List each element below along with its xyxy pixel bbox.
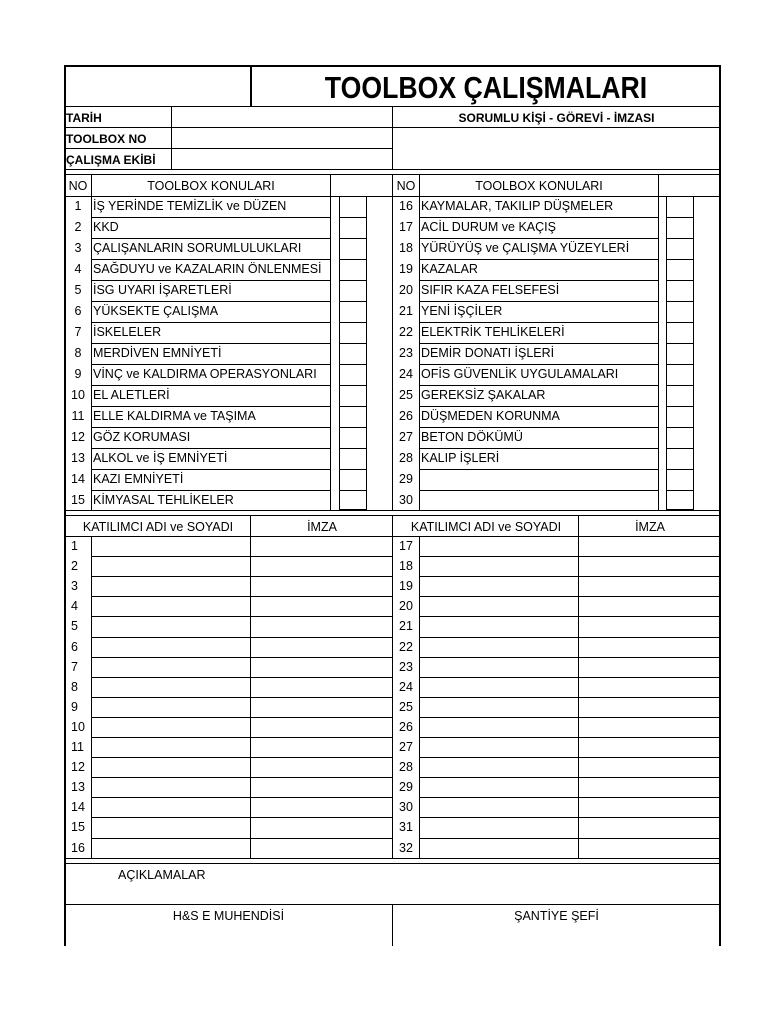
participant-name-field[interactable] — [420, 537, 577, 555]
participant-signature-field[interactable] — [579, 617, 718, 635]
topic-checkbox[interactable] — [339, 427, 367, 448]
topic-checkbox[interactable] — [339, 406, 367, 427]
topic-label: SIFIR KAZA FELSEFESİ — [421, 283, 560, 297]
topic-checkbox[interactable] — [666, 280, 694, 301]
topic-number: 22 — [399, 325, 413, 339]
participant-number: 18 — [399, 559, 413, 573]
grid-line-h — [91, 385, 330, 386]
topic-number: 15 — [71, 493, 85, 507]
topic-number: 14 — [71, 472, 85, 486]
topics-header-right: TOOLBOX KONULARI — [475, 179, 603, 193]
participant-signature-field[interactable] — [251, 839, 390, 857]
grid-line-h — [91, 677, 392, 678]
topic-number: 3 — [74, 241, 82, 255]
topic-label: YÜKSEKTE ÇALIŞMA — [93, 304, 219, 318]
topic-label: ÇALIŞANLARIN SORUMLULUKLARI — [93, 241, 302, 255]
participant-signature-field[interactable] — [251, 658, 390, 676]
grid-line-h — [419, 616, 719, 617]
topic-label: VİNÇ ve KALDIRMA OPERASYONLARI — [93, 367, 317, 381]
topic-checkbox[interactable] — [339, 301, 367, 322]
participant-signature-field[interactable] — [251, 738, 390, 756]
grid-line-h — [91, 657, 392, 658]
participant-name-field[interactable] — [92, 557, 249, 575]
topic-checkbox[interactable] — [339, 259, 367, 280]
participant-signature-field[interactable] — [251, 577, 390, 595]
grid-line-v — [392, 516, 393, 859]
grid-line-h — [419, 697, 719, 698]
topic-label: GEREKSİZ ŞAKALAR — [421, 388, 546, 402]
grid-line-v — [719, 65, 721, 946]
topic-number: 29 — [399, 472, 413, 486]
topic-label: EL ALETLERİ — [93, 388, 170, 402]
participant-sign-header-left: İMZA — [307, 520, 337, 534]
participant-name-field[interactable] — [420, 658, 577, 676]
grid-line-h — [419, 448, 658, 449]
participant-name-field[interactable] — [92, 818, 249, 836]
topic-number: 1 — [74, 199, 82, 213]
topic-label: KAZI EMNİYETİ — [93, 472, 184, 486]
grid-line-h — [91, 596, 392, 597]
grid-line-h — [91, 364, 330, 365]
grid-line-h — [91, 797, 392, 798]
participant-name-field[interactable] — [92, 638, 249, 656]
topic-label: KALIP İŞLERİ — [421, 451, 500, 465]
participant-number: 23 — [399, 660, 413, 674]
topic-checkbox[interactable] — [666, 385, 694, 406]
participant-name-field[interactable] — [420, 798, 577, 816]
participant-signature-field[interactable] — [579, 718, 718, 736]
participant-number: 27 — [399, 740, 413, 754]
participant-number: 3 — [71, 579, 78, 593]
topic-number: 8 — [74, 346, 82, 360]
participant-number: 17 — [399, 539, 413, 553]
participant-signature-field[interactable] — [579, 597, 718, 615]
participant-name-field[interactable] — [92, 617, 249, 635]
grid-line-h — [64, 510, 720, 511]
grid-line-h — [419, 838, 719, 839]
participant-signature-field[interactable] — [579, 778, 718, 796]
topic-label: KAYMALAR, TAKILIP DÜŞMELER — [421, 199, 614, 213]
participant-number: 2 — [71, 559, 78, 573]
topic-number: 4 — [74, 262, 82, 276]
site-chief-label: ŞANTİYE ŞEFİ — [514, 909, 599, 923]
grid-line-h — [419, 757, 719, 758]
grid-line-h — [64, 148, 392, 149]
topics-no-header-right: NO — [396, 179, 416, 193]
participant-signature-field[interactable] — [579, 738, 718, 756]
topic-number: 27 — [399, 430, 413, 444]
grid-line-h — [91, 322, 330, 323]
grid-line-h — [91, 427, 330, 428]
participant-number: 28 — [399, 760, 413, 774]
grid-line-h — [419, 301, 658, 302]
participant-number: 31 — [399, 820, 413, 834]
participant-signature-field[interactable] — [251, 597, 390, 615]
hs-engineer-label: H&S E MUHENDİSİ — [172, 909, 285, 923]
grid-line-h — [91, 757, 392, 758]
participant-number: 25 — [399, 700, 413, 714]
grid-line-h — [91, 259, 330, 260]
topic-label: BETON DÖKÜMÜ — [421, 430, 523, 444]
tarih-label: TARİH — [66, 111, 102, 125]
participant-name-field[interactable] — [420, 617, 577, 635]
grid-line-h — [91, 448, 330, 449]
topic-number: 30 — [399, 493, 413, 507]
grid-line-h — [419, 238, 658, 239]
participant-name-field[interactable] — [92, 738, 249, 756]
topic-checkbox[interactable] — [666, 322, 694, 343]
participant-number: 14 — [71, 800, 85, 814]
grid-line-v — [91, 175, 92, 511]
participant-name-field[interactable] — [92, 537, 249, 555]
grid-line-h — [91, 717, 392, 718]
topic-label: KAZALAR — [421, 262, 478, 276]
participant-number: 30 — [399, 800, 413, 814]
participant-number: 1 — [71, 539, 78, 553]
topic-label: İSG UYARI İŞARETLERİ — [93, 283, 232, 297]
participant-name-field[interactable] — [420, 597, 577, 615]
grid-line-v — [171, 107, 172, 170]
participant-number: 13 — [71, 780, 85, 794]
topic-label: ELEKTRİK TEHLİKELERİ — [421, 325, 565, 339]
grid-line-h — [91, 576, 392, 577]
topic-checkbox[interactable] — [666, 364, 694, 385]
grid-line-h — [91, 616, 392, 617]
calisma-ekibi-label: ÇALIŞMA EKİBİ — [66, 153, 156, 167]
participant-number: 26 — [399, 720, 413, 734]
participant-name-field[interactable] — [92, 718, 249, 736]
topic-label: DEMİR DONATI İŞLERİ — [421, 346, 555, 360]
topic-label: KİMYASAL TEHLİKELER — [93, 493, 234, 507]
grid-line-h — [91, 637, 392, 638]
topic-label: MERDİVEN EMNİYETİ — [93, 346, 222, 360]
topic-number: 16 — [399, 199, 413, 213]
grid-line-h — [64, 169, 720, 170]
grid-line-v — [392, 175, 393, 511]
topic-number: 12 — [71, 430, 85, 444]
grid-line-h — [91, 777, 392, 778]
participant-number: 8 — [71, 680, 78, 694]
participant-signature-field[interactable] — [251, 778, 390, 796]
grid-line-h — [91, 817, 392, 818]
toolbox-no-field[interactable] — [172, 129, 392, 148]
grid-line-h — [91, 406, 330, 407]
topic-checkbox[interactable] — [339, 490, 367, 511]
participant-name-field[interactable] — [92, 698, 249, 716]
topic-number: 20 — [399, 283, 413, 297]
participant-name-field[interactable] — [420, 778, 577, 796]
participant-name-header-right: KATILIMCI ADI ve SOYADI — [410, 520, 562, 534]
grid-line-h — [91, 217, 330, 218]
topic-checkbox[interactable] — [339, 448, 367, 469]
grid-line-h — [419, 343, 658, 344]
topic-number: 9 — [74, 367, 82, 381]
participant-name-field[interactable] — [92, 597, 249, 615]
grid-line-h — [419, 657, 719, 658]
grid-line-h — [91, 469, 330, 470]
grid-line-h — [91, 280, 330, 281]
topic-checkbox[interactable] — [339, 196, 367, 217]
participant-signature-field[interactable] — [579, 818, 718, 836]
grid-line-h — [419, 364, 658, 365]
grid-line-h — [91, 490, 330, 491]
topic-checkbox[interactable] — [339, 343, 367, 364]
grid-line-h — [419, 777, 719, 778]
participant-signature-field[interactable] — [579, 678, 718, 696]
grid-line-h — [419, 406, 658, 407]
grid-line-h — [419, 427, 658, 428]
topic-checkbox[interactable] — [339, 469, 367, 490]
topic-label: GÖZ KORUMASI — [93, 430, 191, 444]
participant-signature-field[interactable] — [251, 718, 390, 736]
sorumlu-field[interactable] — [394, 129, 719, 169]
topic-number: 6 — [74, 304, 82, 318]
grid-line-v — [250, 516, 251, 859]
topic-label: ACİL DURUM ve KAÇIŞ — [421, 220, 556, 234]
participant-name-field[interactable] — [420, 718, 577, 736]
grid-line-h — [419, 677, 719, 678]
participant-signature-field[interactable] — [579, 638, 718, 656]
grid-line-h — [64, 858, 720, 859]
grid-line-h — [91, 301, 330, 302]
participant-name-field[interactable] — [420, 839, 577, 857]
grid-line-h — [419, 737, 719, 738]
topic-checkbox[interactable] — [666, 448, 694, 469]
topic-checkbox[interactable] — [666, 406, 694, 427]
topic-label: İSKELELER — [93, 325, 162, 339]
grid-line-v — [419, 175, 420, 511]
aciklamalar-label: AÇIKLAMALAR — [118, 868, 206, 882]
topic-checkbox[interactable] — [666, 343, 694, 364]
participant-name-field[interactable] — [92, 839, 249, 857]
participant-number: 7 — [71, 660, 78, 674]
topic-checkbox[interactable] — [666, 490, 694, 511]
grid-line-v — [392, 107, 393, 170]
participant-signature-field[interactable] — [579, 658, 718, 676]
grid-line-h — [419, 259, 658, 260]
topic-label: KKD — [93, 220, 119, 234]
grid-line-h — [419, 717, 719, 718]
grid-line-h — [91, 343, 330, 344]
participant-name-field[interactable] — [420, 638, 577, 656]
participant-signature-field[interactable] — [579, 839, 718, 857]
participant-number: 16 — [71, 841, 85, 855]
topic-label: ELLE KALDIRMA ve TAŞIMA — [93, 409, 256, 423]
topic-number: 2 — [74, 220, 82, 234]
participant-signature-field[interactable] — [251, 557, 390, 575]
topic-checkbox[interactable] — [666, 196, 694, 217]
participant-number: 12 — [71, 760, 85, 774]
grid-line-h — [419, 576, 719, 577]
grid-line-h — [419, 556, 719, 557]
grid-line-v — [330, 175, 331, 511]
topic-checkbox[interactable] — [339, 322, 367, 343]
topic-checkbox[interactable] — [666, 427, 694, 448]
participant-number: 5 — [71, 619, 78, 633]
topic-label: OFİS GÜVENLİK UYGULAMALARI — [421, 367, 619, 381]
topic-number: 11 — [71, 409, 85, 423]
participant-signature-field[interactable] — [579, 557, 718, 575]
toolbox-no-label: TOOLBOX NO — [66, 132, 147, 146]
grid-line-h — [64, 127, 720, 128]
topic-label: ALKOL ve İŞ EMNİYETİ — [93, 451, 228, 465]
topic-checkbox[interactable] — [339, 364, 367, 385]
topic-number: 19 — [399, 262, 413, 276]
participant-signature-field[interactable] — [579, 537, 718, 555]
grid-line-h — [419, 385, 658, 386]
participant-number: 6 — [71, 640, 78, 654]
topic-number: 7 — [74, 325, 82, 339]
grid-line-h — [419, 637, 719, 638]
participant-signature-field[interactable] — [251, 638, 390, 656]
participant-number: 10 — [71, 720, 85, 734]
topic-number: 5 — [74, 283, 82, 297]
topic-checkbox[interactable] — [666, 301, 694, 322]
topic-number: 21 — [399, 304, 413, 318]
topic-number: 23 — [399, 346, 413, 360]
participant-signature-field[interactable] — [251, 678, 390, 696]
grid-line-h — [419, 596, 719, 597]
participant-name-field[interactable] — [420, 557, 577, 575]
participant-signature-field[interactable] — [579, 758, 718, 776]
grid-line-h — [419, 322, 658, 323]
participant-signature-field[interactable] — [251, 758, 390, 776]
grid-line-h — [91, 238, 330, 239]
topic-checkbox[interactable] — [339, 238, 367, 259]
participant-number: 29 — [399, 780, 413, 794]
topic-label: YÜRÜYÜŞ ve ÇALIŞMA YÜZEYLERİ — [421, 241, 630, 255]
tarih-field[interactable] — [172, 108, 392, 127]
topic-checkbox[interactable] — [666, 217, 694, 238]
grid-line-v — [658, 175, 659, 511]
participant-name-field[interactable] — [420, 758, 577, 776]
participant-signature-field[interactable] — [579, 798, 718, 816]
calisma-ekibi-field[interactable] — [172, 150, 392, 169]
topics-header-left: TOOLBOX KONULARI — [147, 179, 275, 193]
topic-label: SAĞDUYU ve KAZALARIN ÖNLENMESİ — [93, 262, 322, 276]
topic-number: 10 — [71, 388, 85, 402]
participant-name-field[interactable] — [420, 818, 577, 836]
topic-number: 18 — [399, 241, 413, 255]
participant-name-field[interactable] — [92, 778, 249, 796]
topic-number: 24 — [399, 367, 413, 381]
participant-signature-field[interactable] — [579, 577, 718, 595]
grid-line-v — [419, 537, 420, 859]
topic-number: 25 — [399, 388, 413, 402]
topic-checkbox[interactable] — [339, 217, 367, 238]
participant-number: 4 — [71, 599, 78, 613]
participant-name-field[interactable] — [92, 577, 249, 595]
participant-number: 11 — [71, 740, 84, 754]
participant-signature-field[interactable] — [251, 617, 390, 635]
participant-signature-field[interactable] — [251, 698, 390, 716]
topic-number: 13 — [71, 451, 85, 465]
topic-checkbox[interactable] — [666, 238, 694, 259]
grid-line-v — [392, 905, 393, 946]
site-chief-signature[interactable] — [394, 926, 719, 944]
topic-number: 17 — [399, 220, 413, 234]
page-title: TOOLBOX ÇALIŞMALARI — [324, 70, 648, 105]
participant-name-field[interactable] — [92, 678, 249, 696]
grid-line-h — [419, 817, 719, 818]
participant-name-field[interactable] — [420, 678, 577, 696]
participant-name-field[interactable] — [420, 577, 577, 595]
participant-number: 21 — [399, 619, 413, 633]
grid-line-h — [91, 737, 392, 738]
participant-number: 19 — [399, 579, 413, 593]
topic-number: 26 — [399, 409, 413, 423]
topic-label: YENİ İŞÇİLER — [421, 304, 503, 318]
topics-no-header-left: NO — [68, 179, 88, 193]
topic-label: DÜŞMEDEN KORUNMA — [421, 409, 560, 423]
participant-name-field[interactable] — [420, 738, 577, 756]
topic-checkbox[interactable] — [666, 469, 694, 490]
grid-line-v — [64, 65, 66, 946]
participant-name-field[interactable] — [420, 698, 577, 716]
participant-sign-header-right: İMZA — [635, 520, 665, 534]
grid-line-h — [419, 797, 719, 798]
participant-number: 24 — [399, 680, 413, 694]
participant-signature-field[interactable] — [251, 537, 390, 555]
participant-number: 32 — [399, 841, 413, 855]
topic-number: 28 — [399, 451, 413, 465]
grid-line-h — [419, 217, 658, 218]
topic-checkbox[interactable] — [339, 385, 367, 406]
participant-number: 9 — [71, 700, 78, 714]
participant-number: 20 — [399, 599, 413, 613]
topic-checkbox[interactable] — [666, 259, 694, 280]
grid-line-v — [578, 516, 579, 859]
participant-signature-field[interactable] — [251, 798, 390, 816]
participant-name-field[interactable] — [92, 758, 249, 776]
grid-line-h — [64, 863, 720, 864]
aciklamalar-field[interactable] — [66, 884, 719, 904]
participant-signature-field[interactable] — [579, 698, 718, 716]
grid-line-h — [419, 280, 658, 281]
participant-signature-field[interactable] — [251, 818, 390, 836]
participant-name-field[interactable] — [92, 798, 249, 816]
topic-checkbox[interactable] — [339, 280, 367, 301]
participant-number: 15 — [71, 820, 85, 834]
hs-engineer-signature[interactable] — [66, 926, 391, 944]
sorumlu-label: SORUMLU KİŞİ - GÖREVİ - İMZASI — [458, 111, 655, 125]
grid-line-h — [419, 469, 658, 470]
grid-line-h — [91, 838, 392, 839]
grid-line-v — [91, 537, 92, 859]
grid-line-h — [91, 697, 392, 698]
grid-line-v — [250, 65, 252, 107]
topic-label: İŞ YERİNDE TEMİZLİK ve DÜZEN — [93, 199, 287, 213]
participant-name-header-left: KATILIMCI ADI ve SOYADI — [82, 520, 234, 534]
grid-line-h — [419, 490, 658, 491]
grid-line-h — [91, 556, 392, 557]
participant-name-field[interactable] — [92, 658, 249, 676]
grid-line-h — [64, 65, 720, 67]
participant-number: 22 — [399, 640, 413, 654]
